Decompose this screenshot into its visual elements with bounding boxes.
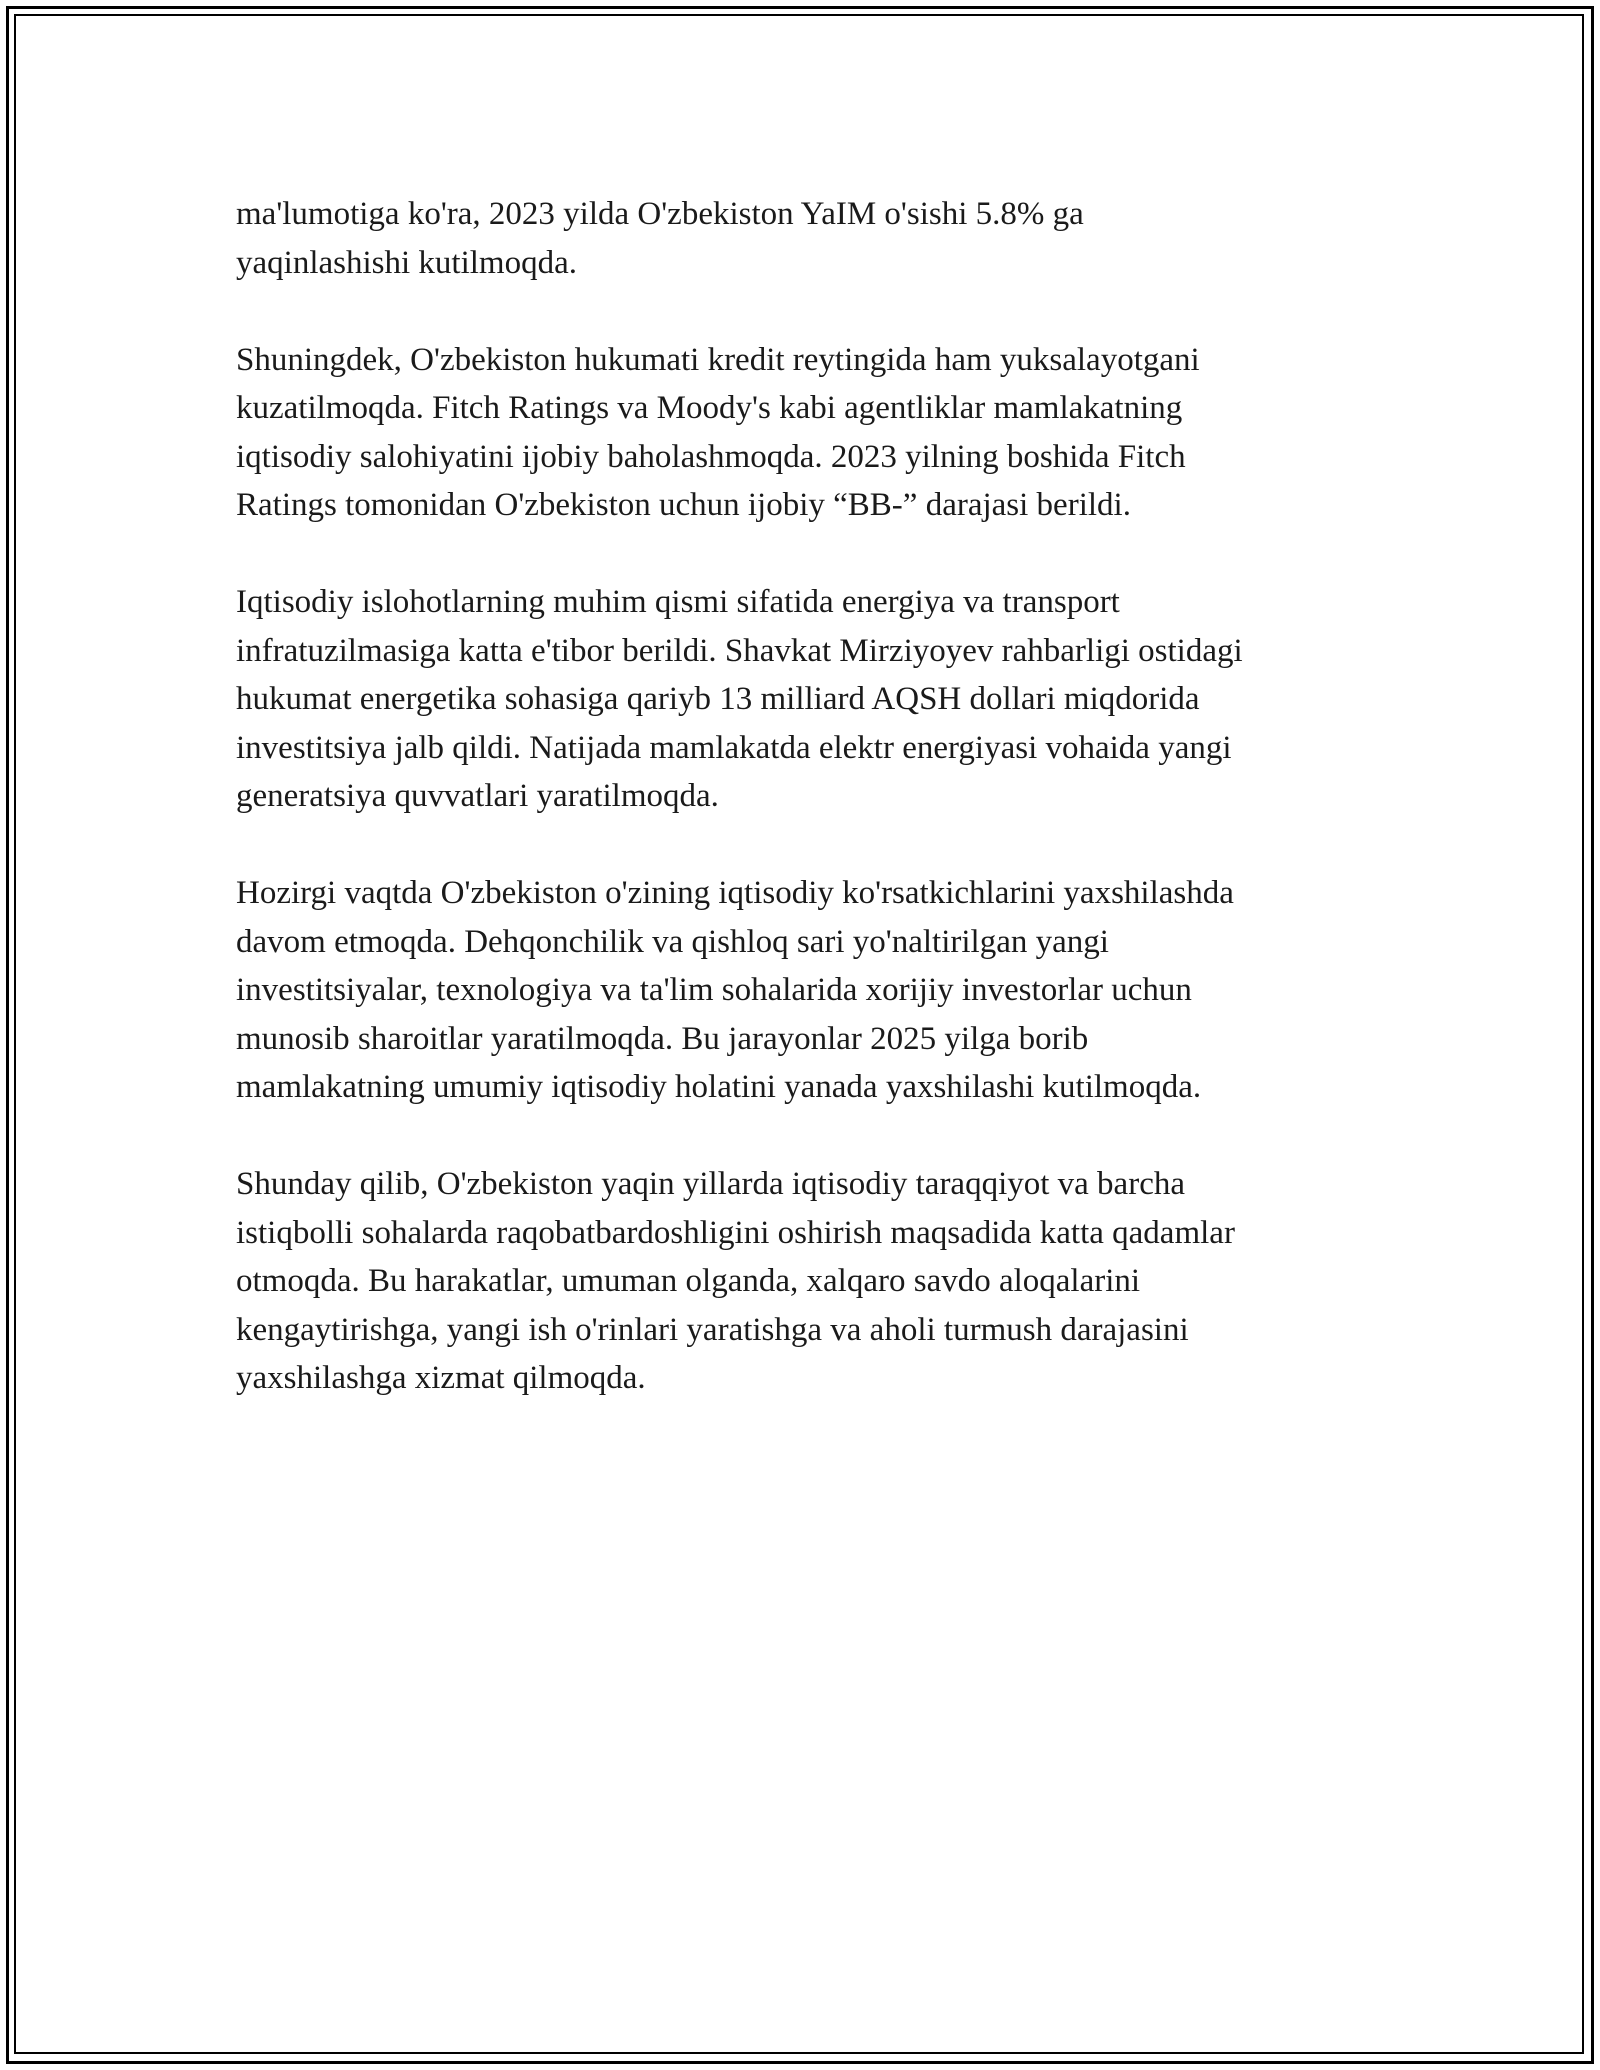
text-line: hukumat energetika sohasiga qariyb 13 milliard AQSH dollari miqdorida	[236, 681, 1200, 717]
paragraph-2	[236, 336, 1376, 530]
text-line: otmoqda. Bu harakatlar, umuman olganda, xalqaro savdo aloqalarini	[236, 1263, 1141, 1299]
text-line: investitsiyalar, texnologiya va ta'lim sohalarida xorijiy investorlar uchun	[236, 972, 1192, 1008]
text-line: Hozirgi vaqtda O'zbekiston o'zining iqtisodiy ko'rsatkichlarini yaxshilashda	[236, 875, 1234, 911]
text-line: kengaytirishga, yangi ish o'rinlari yaratishga va aholi turmush darajasini	[236, 1311, 1189, 1348]
text-line: Ratings tomonidan O'zbekiston uchun ijobiy “BB-” darajasi berildi.	[236, 487, 1131, 523]
document-body	[236, 190, 1376, 1451]
text-line: Iqtisodiy islohotlarning muhim qismi sifatida energiya va transport	[236, 584, 1120, 620]
paragraph-3	[236, 578, 1376, 821]
text-line: mamlakatning umumiy iqtisodiy holatini yanada yaxshilashi kutilmoqda.	[236, 1069, 1202, 1105]
text-line: munosib sharoitlar yaratilmoqda. Bu jarayonlar 2025 yilga borib	[236, 1020, 1089, 1057]
paragraph-1	[236, 190, 1376, 287]
paragraph-5	[236, 1160, 1376, 1403]
text-line: kuzatilmoqda. Fitch Ratings va Moody's kabi agentliklar mamlakatning	[236, 390, 1183, 426]
paragraph-4	[236, 869, 1376, 1112]
text-line: davom etmoqda. Dehqonchilik va qishloq sari yo'naltirilgan yangi	[236, 923, 1109, 960]
text-line: yaxshilashga xizmat qilmoqda.	[236, 1360, 646, 1396]
text-line: Shunday qilib, O'zbekiston yaqin yillarda iqtisodiy taraqqiyot va barcha	[236, 1166, 1185, 1202]
text-line: istiqbolli sohalarda raqobatbardoshligini oshirish maqsadida katta qadamlar	[236, 1214, 1235, 1251]
text-line: Shuningdek, O'zbekiston hukumati kredit reytingida ham yuksalayotgani	[236, 341, 1200, 378]
text-line: investitsiya jalb qildi. Natijada mamlakatda elektr energiyasi vohaida yangi	[236, 729, 1232, 766]
text-line: infratuzilmasiga katta e'tibor berildi. Shavkat Mirziyoyev rahbarligi ostidagi	[236, 632, 1243, 669]
text-line: generatsiya quvvatlari yaratilmoqda.	[236, 778, 719, 814]
text-line: ma'lumotiga ko'ra, 2023 yilda O'zbekiston YaIM o'sishi 5.8% ga	[236, 196, 1084, 232]
text-line: yaqinlashishi kutilmoqda.	[236, 244, 577, 281]
text-line: iqtisodiy salohiyatini ijobiy baholashmoqda. 2023 yilning boshida Fitch	[236, 438, 1186, 475]
